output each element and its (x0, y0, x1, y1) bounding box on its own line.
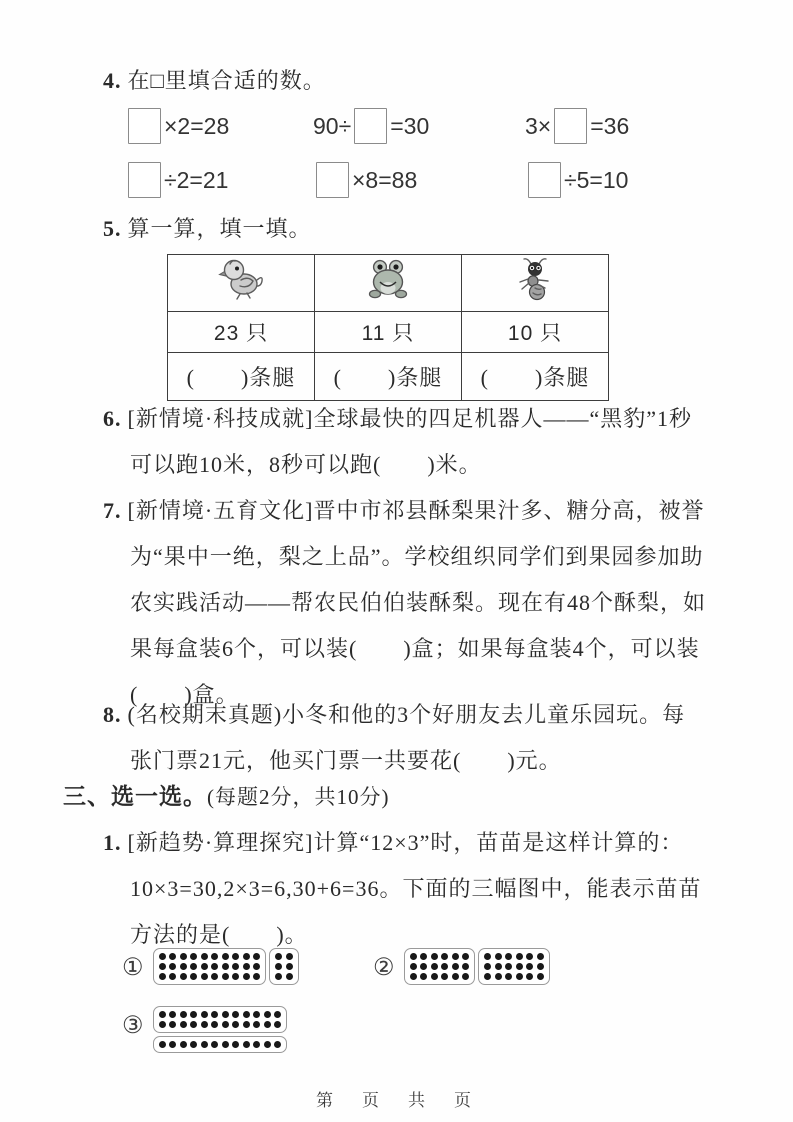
dot-diagram-2 (373, 948, 550, 985)
dot (253, 1041, 260, 1048)
dot (505, 973, 512, 980)
dot (462, 963, 469, 970)
question-5-prompt: 算一算，填一填。 (127, 216, 312, 241)
dot-group (153, 1006, 288, 1033)
question-text-line: 果每盒装6个，可以装( )盒；如果每盒装4个，可以装 (130, 636, 700, 661)
equation (525, 108, 725, 144)
dot-diagram-groups (153, 948, 299, 985)
dot (190, 973, 197, 980)
legs-blank-cell: ( )条腿 (168, 353, 315, 401)
question-text-line: 10×3=30,2×3=6,30+6=36。下面的三幅图中，能表示苗苗 (130, 876, 702, 901)
dot (222, 973, 229, 980)
equation-post: ×2=28 (164, 112, 230, 139)
dot (253, 963, 260, 970)
dot (201, 1011, 208, 1018)
question-text-line: [新情境·科技成就]全球最快的四足机器人——“黑豹”1秒 (127, 406, 693, 431)
dot (484, 953, 491, 960)
dot (243, 963, 250, 970)
equation-pre: 90÷ (313, 112, 352, 139)
question-5-header (103, 206, 312, 252)
equation-post: ÷5=10 (564, 166, 629, 193)
dot (159, 1041, 166, 1048)
frog-icon (365, 281, 411, 306)
dot (211, 1041, 218, 1048)
question-6 (103, 396, 692, 488)
dot (526, 963, 533, 970)
equation (313, 162, 525, 198)
dot (169, 973, 176, 980)
dot (190, 1041, 197, 1048)
dot (169, 953, 176, 960)
dot (159, 953, 166, 960)
dot (452, 973, 459, 980)
equation-post: =30 (390, 112, 430, 139)
dot (420, 963, 427, 970)
equation-pre: 3× (525, 112, 552, 139)
equation (313, 108, 525, 144)
dot-diagram-1 (122, 948, 299, 985)
legs-blank-cell: ( )条腿 (462, 353, 609, 401)
dot (410, 973, 417, 980)
question-text-line: [新趋势·算理探究]计算“12×3”时，苗苗是这样计算的： (127, 830, 684, 855)
dot (431, 953, 438, 960)
dot (505, 953, 512, 960)
answer-box (354, 108, 387, 144)
table-row-counts (168, 312, 609, 353)
dot (264, 1021, 271, 1028)
answer-box (128, 108, 161, 144)
dot (452, 953, 459, 960)
dot (274, 1011, 281, 1018)
dot (222, 1021, 229, 1028)
dot (222, 1011, 229, 1018)
dot (441, 953, 448, 960)
dot (243, 973, 250, 980)
section-title: 三、选一选。 (63, 784, 207, 809)
dot (190, 953, 197, 960)
dot (537, 953, 544, 960)
question-4-prompt: 在□里填合适的数。 (127, 68, 326, 93)
dot (286, 963, 293, 970)
question-text-line: (名校期末真题)小冬和他的3个好朋友去儿童乐园玩。每 (127, 702, 686, 727)
dot (190, 1021, 197, 1028)
dot (180, 1041, 187, 1048)
diagram-label: ① (122, 955, 144, 981)
dot-diagram-groups (153, 1006, 288, 1053)
dot (516, 973, 523, 980)
dot (201, 1021, 208, 1028)
count-cell: 10 只 (462, 312, 609, 353)
dot-group (478, 948, 550, 985)
dot-diagram-3 (122, 1006, 287, 1053)
dot (516, 953, 523, 960)
dot (495, 973, 502, 980)
legs-blank-cell: ( )条腿 (315, 353, 462, 401)
answer-box (554, 108, 587, 144)
dot (211, 1011, 218, 1018)
question-number: 4. (103, 68, 122, 93)
dot-groups (153, 948, 299, 985)
dot-groups (153, 1006, 288, 1053)
diagram-label: ② (373, 955, 395, 981)
animal-cell (462, 255, 609, 312)
choice-question-1 (103, 820, 701, 958)
dot (222, 963, 229, 970)
question-4-header (103, 58, 326, 104)
dot (232, 1011, 239, 1018)
dot (275, 963, 282, 970)
dot (201, 963, 208, 970)
dot (222, 1041, 229, 1048)
dot (211, 953, 218, 960)
dot (159, 963, 166, 970)
dot (180, 963, 187, 970)
page-footer: 第 页 共 页 (316, 1091, 477, 1110)
dot (275, 953, 282, 960)
dot-group (153, 948, 267, 985)
question-text-line: [新情境·五育文化]晋中市祁县酥梨果汁多、糖分高，被誉 (127, 498, 705, 523)
bird-icon (217, 282, 265, 307)
dot (180, 1021, 187, 1028)
dot (275, 973, 282, 980)
dot (462, 973, 469, 980)
question-text-line: ( )盒。 (130, 682, 239, 707)
question-number: 7. (103, 498, 122, 523)
dot (232, 973, 239, 980)
dot (201, 973, 208, 980)
equation (525, 162, 725, 198)
dot (180, 953, 187, 960)
question-number: 1. (103, 830, 122, 855)
question-text-line: 张门票21元，他买门票一共要花( )元。 (130, 748, 562, 773)
equation-post: ×8=88 (352, 166, 418, 193)
dot (495, 963, 502, 970)
dot (441, 973, 448, 980)
dot (264, 1041, 271, 1048)
dot (232, 1021, 239, 1028)
animals-table (167, 254, 609, 401)
dot (159, 1021, 166, 1028)
dot (243, 1011, 250, 1018)
question-8 (103, 692, 685, 784)
dot (159, 973, 166, 980)
question-text-line: 农实践活动——帮农民伯伯装酥梨。现在有48个酥梨，如 (130, 590, 707, 615)
dot (410, 963, 417, 970)
section-score: (每题2分，共10分) (207, 785, 390, 809)
dot (286, 973, 293, 980)
question-text-line: 可以跑10米，8秒可以跑( )米。 (130, 452, 482, 477)
dot (452, 963, 459, 970)
dot (431, 963, 438, 970)
dot (243, 953, 250, 960)
dot (441, 963, 448, 970)
dot (211, 963, 218, 970)
count-cell: 11 只 (315, 312, 462, 353)
dot (462, 953, 469, 960)
dot (180, 1011, 187, 1018)
dot (169, 963, 176, 970)
dot (232, 953, 239, 960)
equation (125, 162, 313, 198)
animal-cell (315, 255, 462, 312)
dot (243, 1021, 250, 1028)
dot (232, 1041, 239, 1048)
dot (243, 1041, 250, 1048)
dot (190, 1011, 197, 1018)
dot (264, 1011, 271, 1018)
animal-cell (168, 255, 315, 312)
dot (484, 963, 491, 970)
dot (420, 953, 427, 960)
dot-diagram-groups (404, 948, 550, 985)
equation-post: ÷2=21 (164, 166, 229, 193)
answer-box (528, 162, 561, 198)
question-text-line: 方法的是( )。 (130, 922, 308, 947)
dot (211, 973, 218, 980)
dot-group (269, 948, 299, 985)
dot (211, 1021, 218, 1028)
table-row-icons (168, 255, 609, 312)
table-row-legs (168, 353, 609, 401)
q4-equation-row-2 (125, 162, 725, 198)
dot-group (404, 948, 476, 985)
dot (253, 953, 260, 960)
equation (125, 108, 313, 144)
answer-box (128, 162, 161, 198)
question-7 (103, 488, 706, 718)
dot (201, 1041, 208, 1048)
ant-icon (516, 283, 554, 308)
dot (222, 953, 229, 960)
dot (253, 973, 260, 980)
dot (420, 973, 427, 980)
question-number: 5. (103, 216, 122, 241)
question-number: 8. (103, 702, 122, 727)
dot (190, 963, 197, 970)
dot (274, 1041, 281, 1048)
question-number: 6. (103, 406, 122, 431)
dot (431, 973, 438, 980)
dot (159, 1011, 166, 1018)
dot (505, 963, 512, 970)
dot (274, 1021, 281, 1028)
dot (526, 973, 533, 980)
equation-post: =36 (590, 112, 630, 139)
dot (169, 1041, 176, 1048)
dot (495, 953, 502, 960)
dot (253, 1021, 260, 1028)
question-text-line: 为“果中一绝，梨之上品”。学校组织同学们到果园参加助 (130, 544, 704, 569)
dot (516, 963, 523, 970)
dot (286, 953, 293, 960)
dot (484, 973, 491, 980)
dot (253, 1011, 260, 1018)
dot-group (153, 1036, 288, 1053)
answer-box (316, 162, 349, 198)
dot (410, 953, 417, 960)
section-3-heading (63, 778, 390, 811)
diagram-label: ③ (122, 1013, 144, 1039)
dot (232, 963, 239, 970)
dot-groups (404, 948, 550, 985)
dot (180, 973, 187, 980)
dot (526, 953, 533, 960)
dot (537, 973, 544, 980)
dot (537, 963, 544, 970)
dot (169, 1011, 176, 1018)
q4-equation-row-1 (125, 108, 725, 144)
count-cell: 23 只 (168, 312, 315, 353)
dot (201, 953, 208, 960)
dot (169, 1021, 176, 1028)
